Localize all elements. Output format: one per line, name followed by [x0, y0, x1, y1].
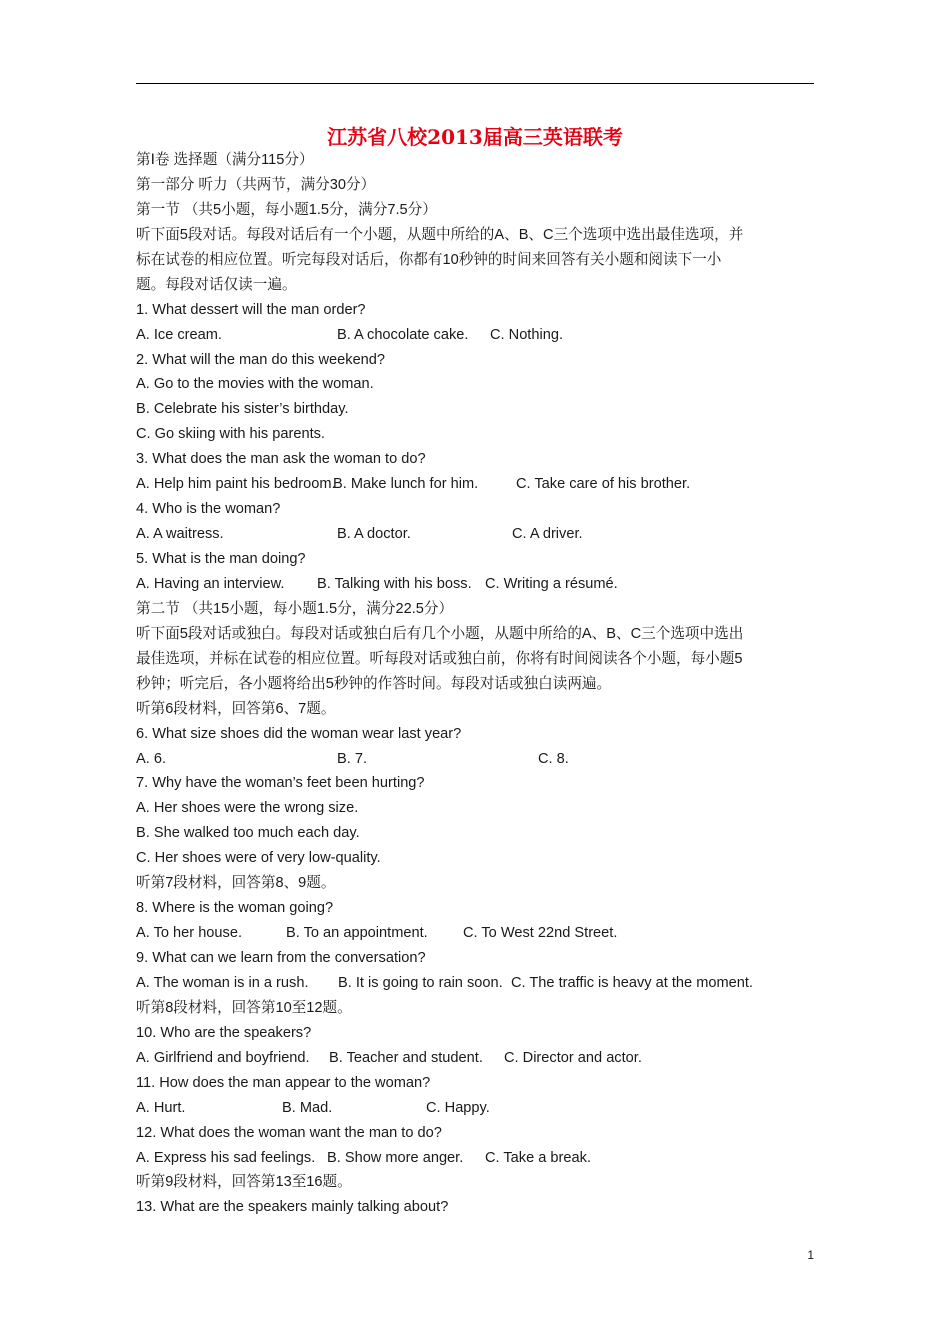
option-c: C. To West 22nd Street. — [463, 925, 618, 942]
text-line: A. Go to the movies with the woman. — [136, 376, 374, 393]
option-a: A. To her house. — [136, 925, 243, 942]
text-line: 4. Who is the woman? — [136, 501, 281, 518]
option-a: A. Express his sad feelings. — [136, 1149, 316, 1166]
option-a: A. A waitress. — [136, 526, 224, 543]
option-c: C. Take a break. — [485, 1149, 591, 1166]
option-c: C. Happy. — [426, 1099, 490, 1116]
option-a: A. Help him paint his bedroom. — [136, 476, 336, 493]
option-a: A. Ice cream. — [136, 326, 222, 343]
text-line: A. Her shoes were the wrong size. — [136, 800, 359, 817]
option-b: B. 7. — [337, 750, 368, 767]
option-c: C. Take care of his brother. — [516, 476, 691, 493]
text-line: 5. What is the man doing? — [136, 551, 306, 567]
text-line: 听第7段材料，回答第8、9题。 — [136, 875, 336, 892]
option-b: B. Talking with his boss. — [317, 575, 472, 592]
text-line: B. She walked too much each day. — [136, 825, 360, 842]
text-line: 1. What dessert will the man order? — [136, 301, 366, 318]
option-c: C. 8. — [538, 750, 569, 767]
options-line — [136, 323, 816, 348]
text-line: 第一节 （共5小题，每小题1.5分，满分7.5分） — [136, 201, 437, 218]
text-line: 9. What can we learn from the conversation? — [136, 950, 426, 966]
text-line: 8. Where is the woman going? — [136, 900, 334, 917]
option-b: B. It is going to rain soon. — [338, 974, 503, 991]
text-line: 题。每段对话仅读一遍。 — [136, 276, 297, 293]
text-line: C. Go skiing with his parents. — [136, 426, 325, 443]
options-line — [136, 971, 816, 996]
text-line: 13. What are the speakers mainly talking about? — [136, 1199, 449, 1216]
text-line: B. Celebrate his sister’s birthday. — [136, 401, 349, 418]
text-line: 7. Why have the woman’s feet been hurting? — [136, 775, 425, 792]
document-body — [136, 148, 816, 1220]
text-line: 11. How does the man appear to the woman? — [136, 1074, 431, 1091]
text-line: 3. What does the man ask the woman to do? — [136, 451, 426, 468]
text-line: 最佳选项，并标在试卷的相应位置。听每段对话或独白前，你将有时间阅读各个小题，每小题5 — [136, 650, 743, 667]
text-line: 听第9段材料，回答第13至16题。 — [136, 1174, 352, 1191]
option-c: C. Nothing. — [490, 326, 564, 343]
option-a: A. Having an interview. — [136, 575, 285, 592]
option-b: B. Show more anger. — [327, 1149, 464, 1166]
page-number: 1 — [807, 1248, 814, 1262]
option-c: C. Writing a résumé. — [485, 575, 618, 592]
options-line — [136, 747, 816, 772]
option-a: A. The woman is in a rush. — [136, 974, 309, 991]
document-title: 江苏省八校2013届高三英语联考 — [327, 125, 623, 149]
text-line: 听下面5段对话。每段对话后有一个小题，从题中所给的A、B、C三个选项中选出最佳选项，并 — [136, 226, 744, 243]
option-c: C. A driver. — [512, 526, 583, 543]
text-line: 标在试卷的相应位置。听完每段对话后，你都有10秒钟的时间来回答有关小题和阅读下一小 — [136, 251, 722, 268]
text-line: 第二节 （共15小题，每小题1.5分，满分22.5分） — [136, 600, 454, 617]
text-line: 6. What size shoes did the woman wear last year? — [136, 725, 462, 742]
options-line — [136, 1096, 816, 1121]
header-rule — [136, 83, 814, 84]
options-line — [136, 921, 816, 946]
option-c: C. Director and actor. — [504, 1049, 642, 1066]
text-line: 听下面5段对话或独白。每段对话或独白后有几个小题，从题中所给的A、B、C三个选项中选出 — [136, 625, 744, 642]
option-b: B. To an appointment. — [286, 925, 428, 942]
text-line: 10. Who are the speakers? — [136, 1024, 312, 1041]
text-line: 听第8段材料，回答第10至12题。 — [136, 999, 352, 1016]
options-line — [136, 1146, 816, 1171]
option-b: B. Teacher and student. — [329, 1049, 483, 1066]
option-b: B. A chocolate cake. — [337, 326, 469, 343]
text-line: 听第6段材料，回答第6、7题。 — [136, 700, 336, 717]
options-line — [136, 572, 816, 597]
text-line: 12. What does the woman want the man to do? — [136, 1124, 442, 1141]
text-line: 2. What will the man do this weekend? — [136, 351, 386, 368]
text-line: C. Her shoes were of very low-quality. — [136, 850, 381, 867]
option-a: A. Girlfriend and boyfriend. — [136, 1049, 310, 1066]
options-line — [136, 1046, 816, 1071]
text-line: 秒钟；听完后，各小题将给出5秒钟的作答时间。每段对话或独白读两遍。 — [136, 675, 612, 692]
options-line — [136, 522, 816, 547]
option-c: C. The traffic is heavy at the moment. — [511, 974, 753, 991]
options-line — [136, 472, 816, 497]
text-line: 第一部分 听力（共两节，满分30分） — [136, 176, 376, 193]
option-a: A. Hurt. — [136, 1099, 186, 1116]
option-b: B. Make lunch for him. — [333, 476, 479, 493]
option-a: A. 6. — [136, 750, 167, 767]
option-b: B. A doctor. — [337, 526, 411, 543]
option-b: B. Mad. — [282, 1099, 333, 1116]
text-line: 第Ⅰ卷 选择题（满分115分） — [136, 152, 314, 168]
